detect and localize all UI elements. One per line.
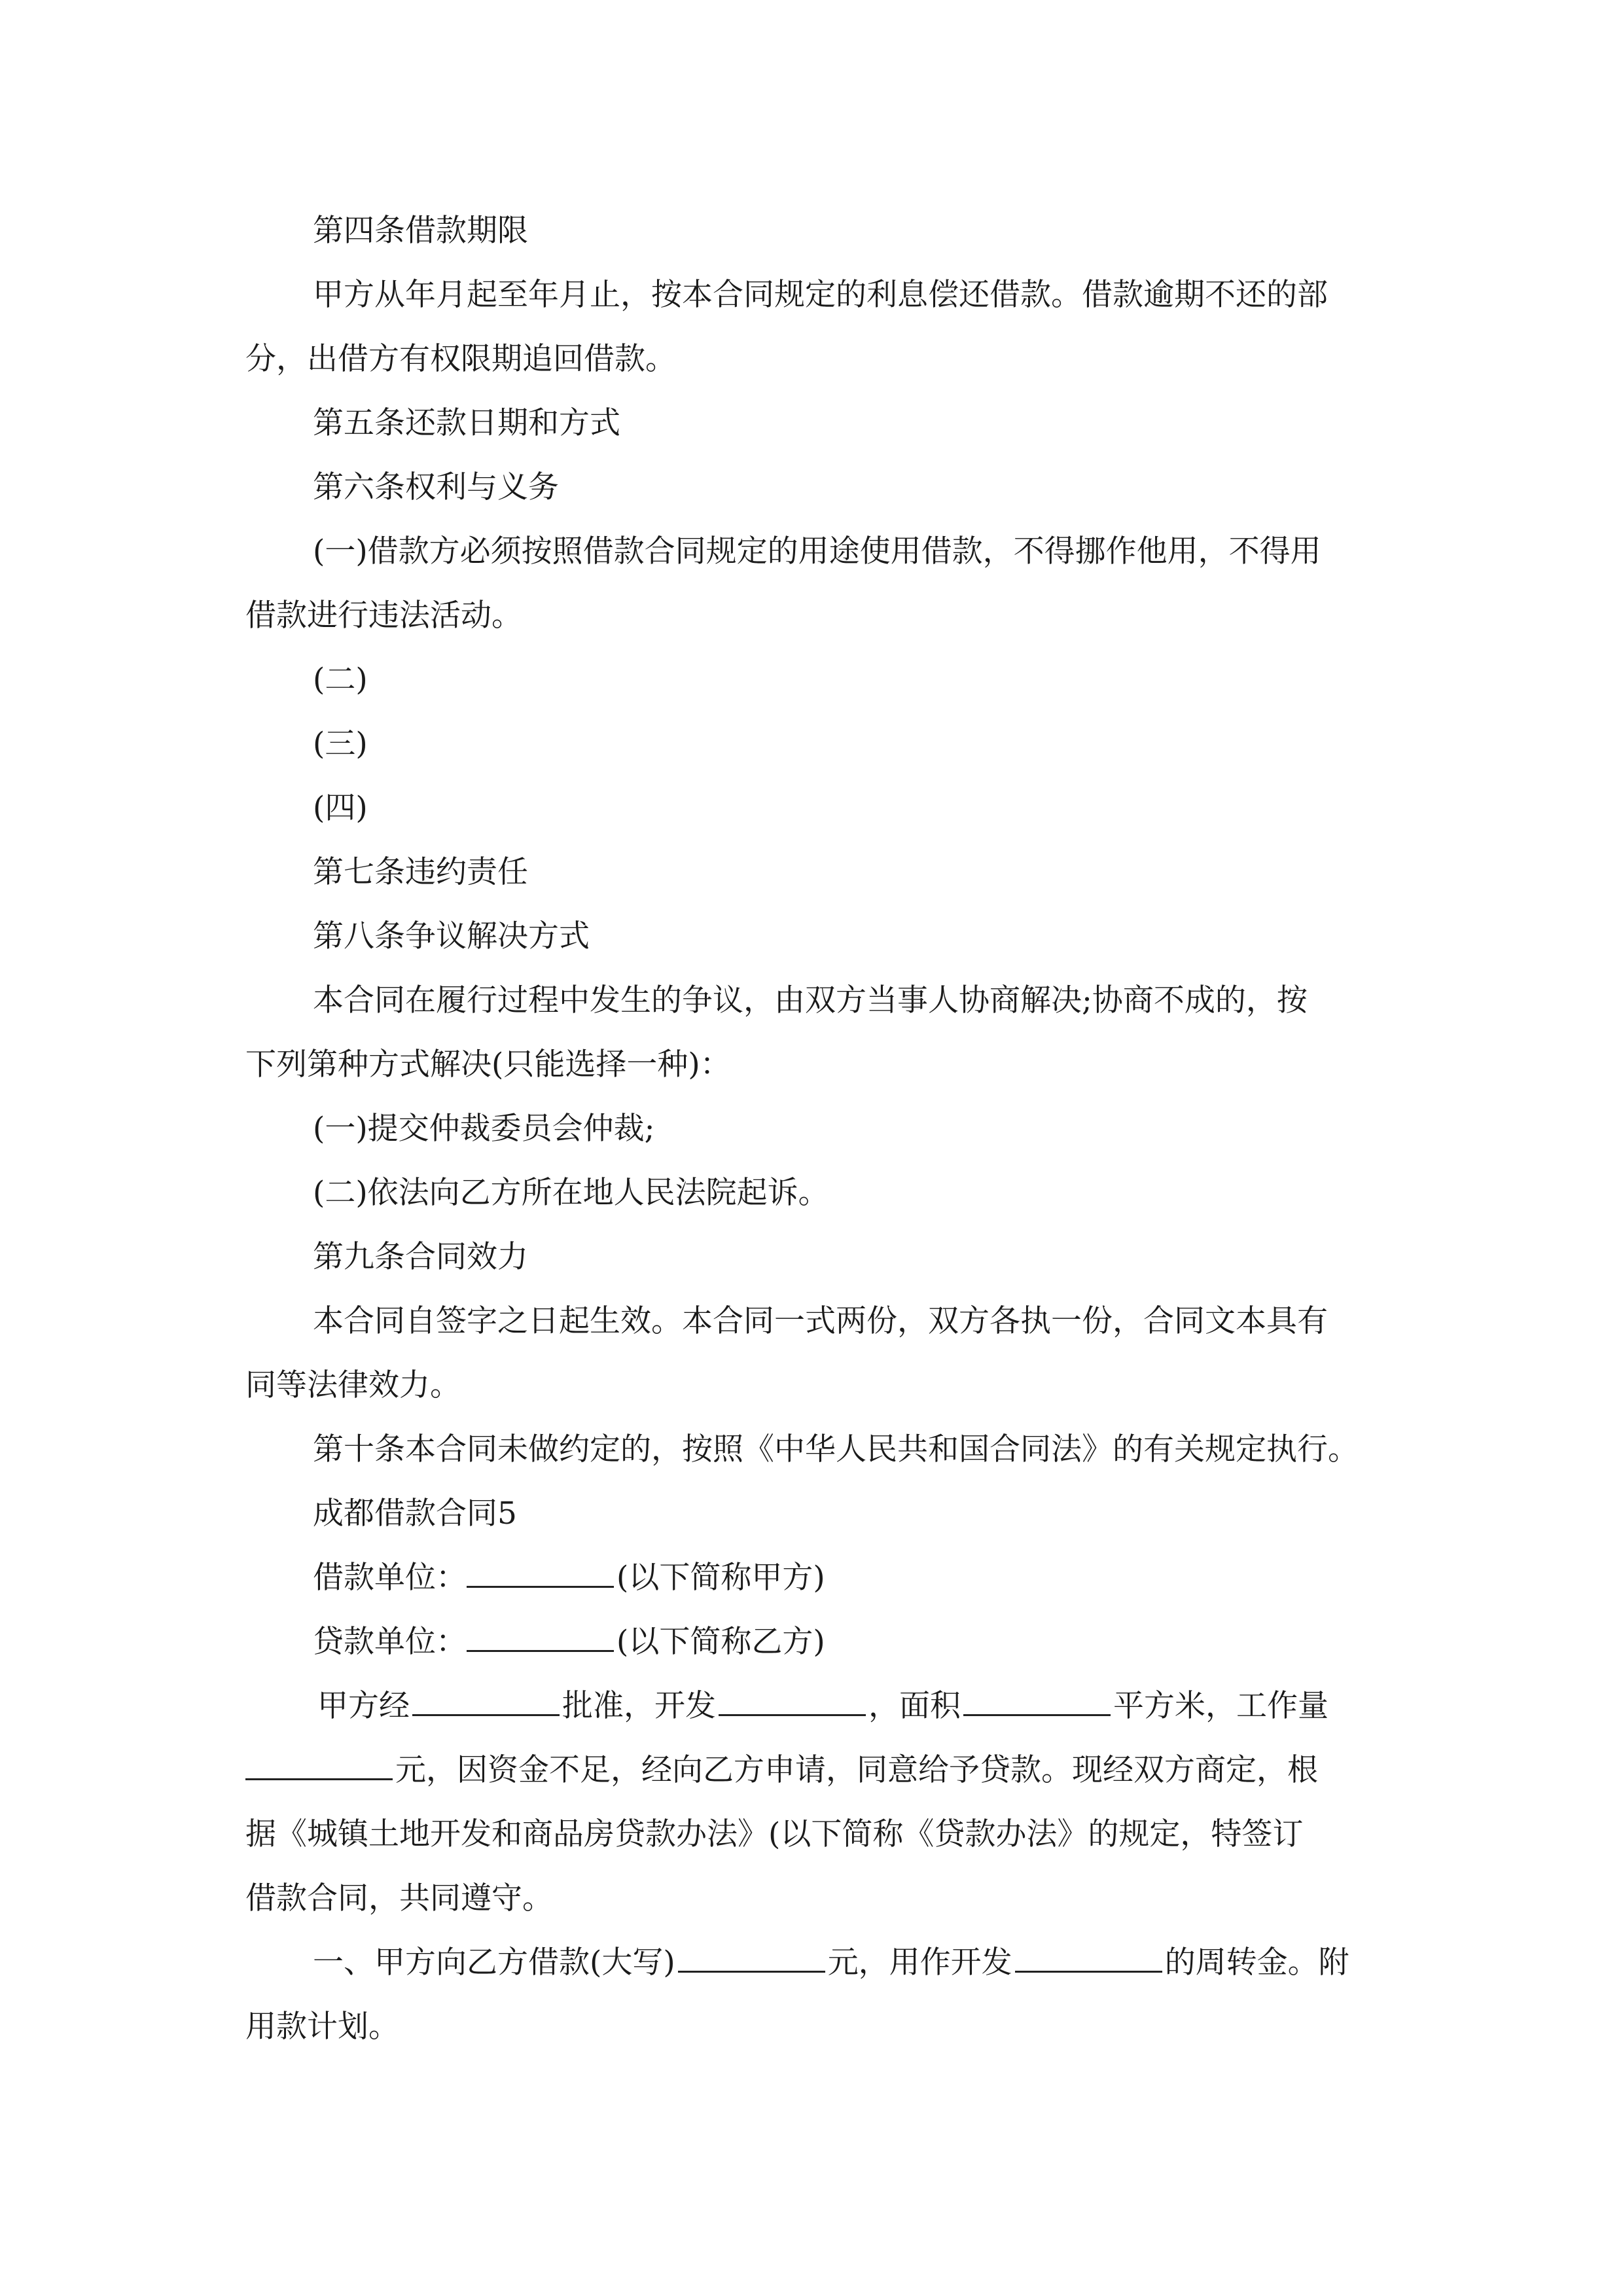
article-4-text-line-2: 分，出借方有权限期追回借款。 [245, 341, 676, 377]
borrower-blank[interactable] [467, 1560, 614, 1588]
borrower-label: 借款单位： [313, 1560, 467, 1596]
clause-1-text-b: 元，用作开发 [827, 1945, 1012, 1981]
approval-paragraph-line-3: 据《城镇土地开发和商品房贷款办法》(以下简称《贷款办法》的规定，特签订 [245, 1816, 1304, 1852]
clause-1-text-a: 一、甲方向乙方借款(大写) [313, 1945, 675, 1981]
article-6-item-4: (四) [313, 790, 368, 826]
approval-text-a: 甲方经 [317, 1688, 410, 1724]
lender-suffix: (以下简称乙方) [616, 1624, 825, 1660]
approval-text-b: 批准，开发 [562, 1688, 716, 1724]
article-10-text: 第十条本合同未做约定的，按照《中华人民共和国合同法》的有关规定执行。 [313, 1431, 1359, 1467]
article-8-text-line-2: 下列第种方式解决(只能选择一种)： [245, 1047, 731, 1083]
approval-paragraph-line-2 [245, 1738, 1384, 1803]
article-5-heading: 第五条还款日期和方式 [313, 405, 620, 441]
development-blank[interactable] [719, 1688, 866, 1716]
approval-authority-blank[interactable] [412, 1688, 560, 1716]
lender-label: 贷款单位： [313, 1624, 467, 1660]
article-6-heading: 第六条权利与义务 [313, 469, 559, 505]
approval-paragraph-line-1 [245, 1674, 1384, 1738]
article-8-heading: 第八条争议解决方式 [313, 918, 590, 954]
article-6-item-3: (三) [313, 726, 368, 762]
lender-line [245, 1610, 1384, 1674]
article-9-heading: 第九条合同效力 [313, 1239, 528, 1275]
article-8-item-2: (二)依法向乙方所在地人民法院起诉。 [313, 1175, 829, 1211]
development-project-blank[interactable] [1015, 1945, 1162, 1973]
borrower-line [245, 1546, 1384, 1610]
approval-text-d: 平方米，工作量 [1113, 1688, 1329, 1724]
article-4-text-line-1: 甲方从年月起至年月止，按本合同规定的利息偿还借款。借款逾期不还的部 [313, 277, 1328, 313]
area-blank[interactable] [963, 1688, 1111, 1716]
lender-blank[interactable] [467, 1624, 614, 1652]
article-6-item-1-line-1: (一)借款方必须按照借款合同规定的用途使用借款，不得挪作他用，不得用 [313, 533, 1321, 569]
article-7-heading: 第七条违约责任 [313, 854, 528, 890]
article-9-text-line-1: 本合同自签字之日起生效。本合同一式两份，双方各执一份，合同文本具有 [313, 1303, 1328, 1339]
borrower-suffix: (以下简称甲方) [616, 1560, 825, 1596]
document-body [245, 199, 1384, 2059]
approval-paragraph-line-4: 借款合同，共同遵守。 [245, 1880, 553, 1916]
workload-blank[interactable] [245, 1752, 393, 1780]
clause-1-line-2: 用款计划。 [245, 2009, 399, 2045]
approval-text-c: ，面积 [868, 1688, 961, 1724]
article-9-text-line-2: 同等法律效力。 [245, 1367, 461, 1403]
article-8-text-line-1: 本合同在履行过程中发生的争议，由双方当事人协商解决;协商不成的，按 [313, 982, 1308, 1018]
clause-1-text-c: 的周转金。附 [1164, 1945, 1349, 1981]
article-6-item-1-line-2: 借款进行违法活动。 [245, 598, 522, 634]
clause-1-line-1 [245, 1931, 1384, 1995]
article-8-item-1: (一)提交仲裁委员会仲裁; [313, 1111, 655, 1147]
loan-amount-blank[interactable] [678, 1945, 825, 1973]
approval-text-line-2: 元，因资金不足，经向乙方申请，同意给予贷款。现经双方商定，根 [395, 1752, 1318, 1788]
article-4-heading: 第四条借款期限 [313, 213, 528, 249]
contract-5-title: 成都借款合同5 [313, 1496, 517, 1532]
article-6-item-2: (二) [313, 662, 368, 698]
